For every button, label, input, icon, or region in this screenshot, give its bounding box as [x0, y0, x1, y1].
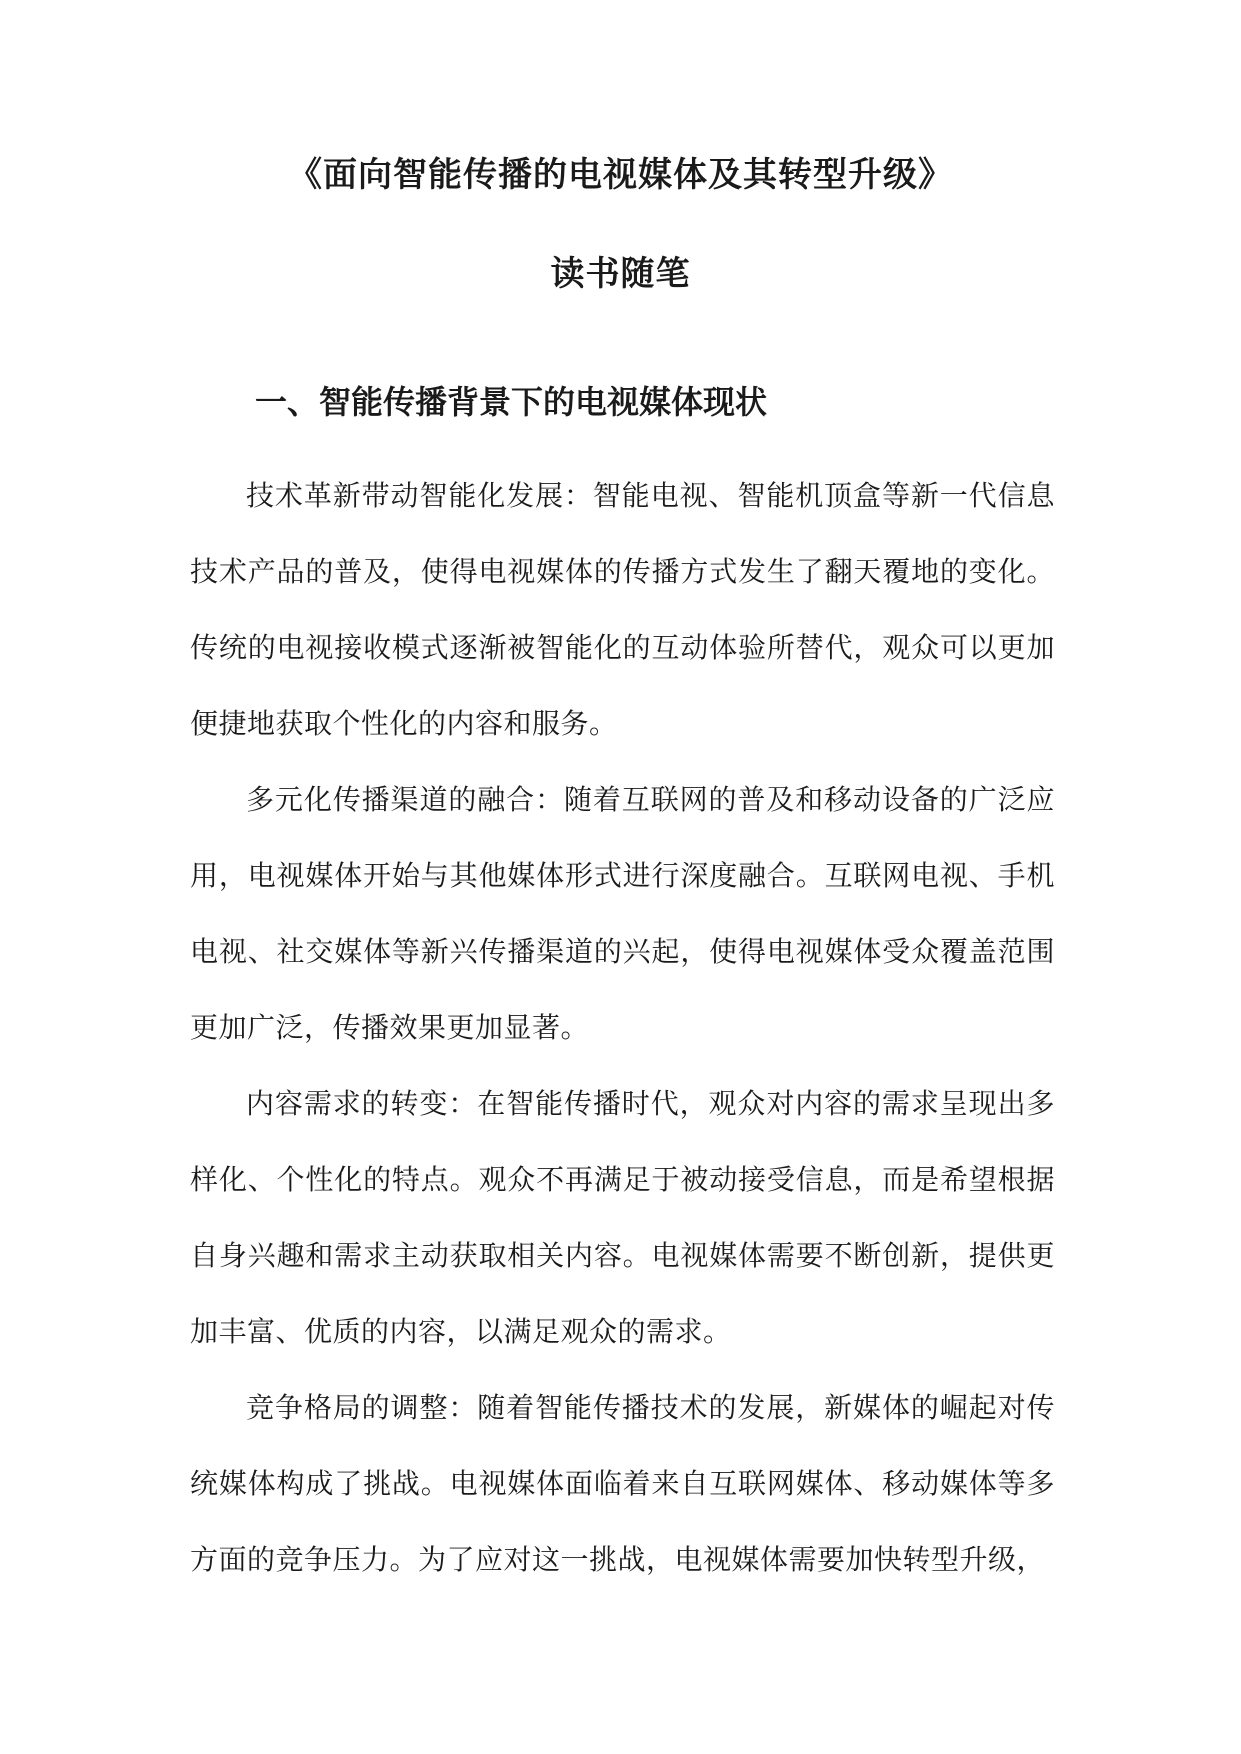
paragraph-content-demand: 内容需求的转变：在智能传播时代，观众对内容的需求呈现出多样化、个性化的特点。观众不再满足于被动接受信息，而是希望根据自身兴趣和需求主动获取相关内容。电视媒体需要不断创新，提供更加丰富、优质的内容，以满足观众的需求。	[190, 1087, 1055, 1348]
paragraph-competition: 竞争格局的调整：随着智能传播技术的发展，新媒体的崛起对传统媒体构成了挑战。电视媒体面临着来自互联网媒体、移动媒体等多方面的竞争压力。为了应对这一挑战，电视媒体需要加快转型升级，	[190, 1391, 1055, 1576]
document-title: 《面向智能传播的电视媒体及其转型升级》	[288, 155, 953, 195]
section-body	[190, 458, 1055, 1598]
paragraph-channel-fusion: 多元化传播渠道的融合：随着互联网的普及和移动设备的广泛应用，电视媒体开始与其他媒体形式进行深度融合。互联网电视、手机电视、社交媒体等新兴传播渠道的兴起，使得电视媒体受众覆盖范围更加广泛，传播效果更加显著。	[190, 783, 1055, 1044]
paragraph-tech-innovation: 技术革新带动智能化发展：智能电视、智能机顶盒等新一代信息技术产品的普及，使得电视媒体的传播方式发生了翻天覆地的变化。传统的电视接收模式逐渐被智能化的互动体验所替代，观众可以更加便捷地获取个性化的内容和服务。	[190, 479, 1055, 740]
section-heading: 一、智能传播背景下的电视媒体现状	[255, 383, 768, 421]
document-subtitle: 读书随笔	[550, 254, 691, 294]
